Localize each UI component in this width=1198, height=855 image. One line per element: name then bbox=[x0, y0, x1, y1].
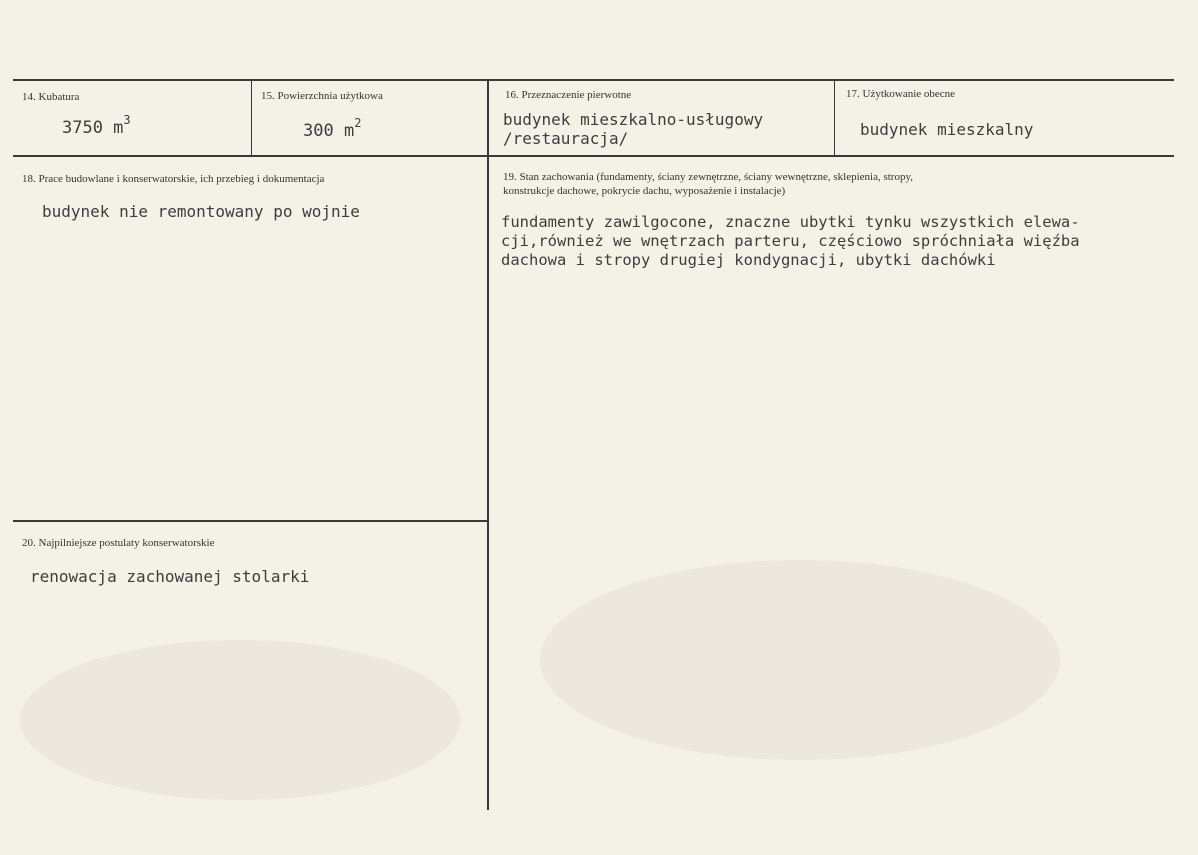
field-19-value-line1: fundamenty zawilgocone, znaczne ubytki tynku wszystkich elewa- bbox=[501, 213, 1080, 231]
paper-stain bbox=[20, 640, 460, 800]
row1-bottom-rule bbox=[13, 155, 1174, 157]
field-20-label: 20. Najpilniejsze postulaty konserwatorskie bbox=[22, 537, 215, 549]
field-19-value-line2: cji,również we wnętrzach parteru, częściowo spróchniała więźba bbox=[501, 232, 1080, 250]
field-16-value-line1: budynek mieszkalno-usługowy bbox=[503, 110, 764, 129]
field-18-label: 18. Prace budowlane i konserwatorskie, ich przebieg i dokumentacja bbox=[22, 173, 325, 185]
field-14-value: 3750 $m^3$ bbox=[62, 113, 131, 138]
field-14-label: 14. Kubatura bbox=[22, 91, 80, 103]
divider-14-15 bbox=[251, 80, 252, 156]
main-vertical-divider bbox=[487, 80, 489, 810]
field-15-value: 300 $m^2$ bbox=[303, 116, 362, 141]
paper-stain bbox=[540, 560, 1060, 760]
field-19-label-line2: konstrukcje dachowe, pokrycie dachu, wyposażenie i instalacje) bbox=[503, 185, 786, 197]
field-18-value: budynek nie remontowany po wojnie bbox=[42, 202, 360, 221]
top-rule bbox=[13, 79, 1174, 81]
field-20-value: renowacja zachowanej stolarki bbox=[30, 567, 310, 586]
field-17-value: budynek mieszkalny bbox=[860, 120, 1034, 139]
field-19-value-line3: dachowa i stropy drugiej kondygnacji, ubytki dachówki bbox=[501, 251, 996, 269]
field-16-label: 16. Przeznaczenie pierwotne bbox=[505, 89, 632, 101]
field-17-label: 17. Użytkowanie obecne bbox=[846, 88, 956, 100]
divider-18-20 bbox=[13, 520, 487, 522]
field-15-label: 15. Powierzchnia użytkowa bbox=[261, 90, 383, 102]
field-19-label-line1: 19. Stan zachowania (fundamenty, ściany zewnętrzne, ściany wewnętrzne, sklepienia, stropy, bbox=[503, 171, 914, 183]
field-16-value-line2: /restauracja/ bbox=[503, 129, 629, 148]
divider-16-17 bbox=[834, 80, 835, 156]
